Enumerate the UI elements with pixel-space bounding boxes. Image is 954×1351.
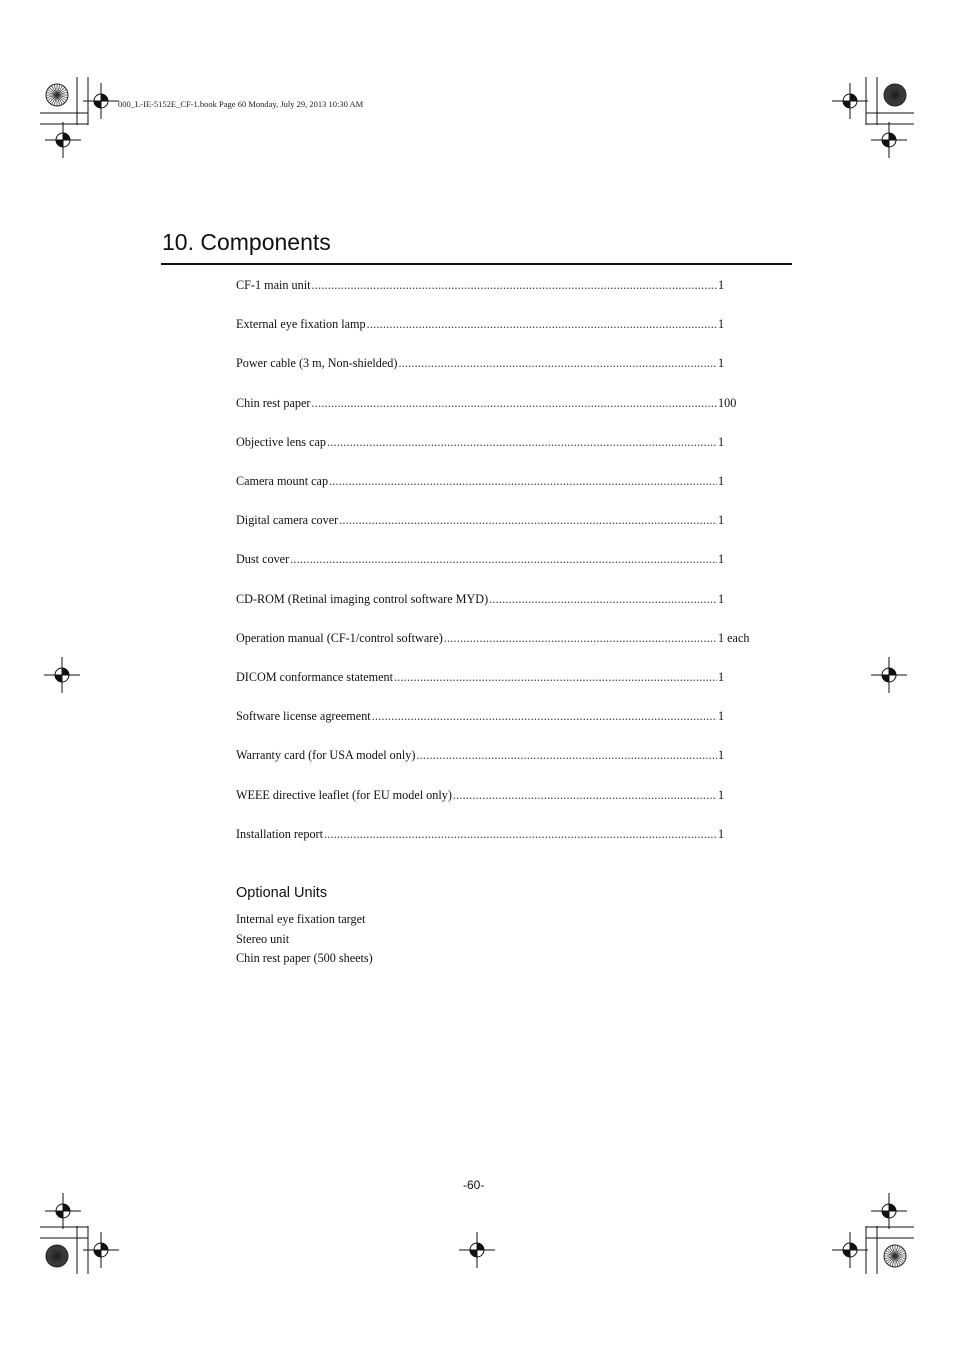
dot-leader — [324, 827, 717, 843]
component-name: Power cable (3 m, Non-shielded) — [236, 356, 398, 371]
component-row — [236, 278, 725, 296]
dot-leader — [329, 474, 717, 490]
registration-mark-icon — [871, 122, 907, 158]
color-target-icon — [884, 1245, 906, 1267]
component-quantity: 1 — [718, 826, 725, 841]
dot-leader — [372, 709, 717, 725]
component-name: Objective lens cap — [236, 434, 327, 449]
optional-unit-item: Internal eye fixation target — [236, 912, 366, 926]
registration-mark-icon — [832, 1232, 868, 1268]
component-name: Software license agreement — [236, 709, 371, 724]
registration-mark-icon — [832, 83, 868, 119]
component-quantity: 1 each — [718, 630, 750, 645]
component-quantity: 1 — [718, 278, 725, 292]
dot-leader — [339, 513, 717, 529]
dot-leader — [327, 435, 717, 451]
component-row — [236, 513, 725, 531]
registration-mark-icon — [871, 1193, 907, 1229]
component-quantity: 1 — [718, 356, 725, 371]
component-name: CD-ROM (Retinal imaging control software MYD) — [236, 591, 489, 606]
component-row — [236, 552, 725, 570]
component-row — [236, 826, 725, 845]
color-target-icon — [46, 1245, 68, 1267]
component-row — [236, 395, 737, 414]
component-row — [236, 474, 725, 492]
component-name: CF-1 main unit — [236, 278, 311, 292]
dot-leader — [416, 748, 717, 764]
optional-units-heading: Optional Units — [236, 885, 328, 901]
component-name: Dust cover — [236, 552, 290, 567]
dot-leader — [367, 317, 717, 333]
dot-leader — [453, 788, 717, 804]
component-name: WEEE directive leaflet (for EU model only) — [236, 787, 452, 802]
component-row — [236, 356, 725, 374]
dot-leader — [394, 670, 717, 686]
registration-mark-icon — [45, 122, 81, 158]
dot-leader — [311, 278, 717, 294]
color-target-icon — [46, 84, 68, 106]
component-row — [236, 670, 725, 688]
dot-leader — [311, 396, 717, 412]
component-quantity: 1 — [718, 317, 725, 332]
component-quantity: 1 — [718, 709, 725, 724]
registration-mark-icon — [871, 657, 907, 693]
optional-units-list — [236, 910, 373, 969]
component-row — [236, 748, 725, 766]
print-header-meta: 000_L-IE-5152E_CF-1.book Page 60 Monday, July 29, 2013 10:30 AM — [118, 99, 364, 109]
page-title: 10. Components — [162, 229, 331, 255]
title-rule — [161, 263, 792, 265]
registration-mark-icon — [45, 1193, 81, 1229]
component-row — [236, 630, 750, 649]
component-name: Digital camera cover — [236, 513, 339, 528]
component-name: Chin rest paper — [236, 395, 311, 410]
component-quantity: 1 — [718, 748, 725, 763]
registration-mark-icon — [459, 1232, 495, 1268]
component-quantity: 1 — [718, 670, 725, 684]
component-row — [236, 434, 725, 453]
optional-unit-item: Stereo unit — [236, 931, 290, 946]
component-row — [236, 709, 725, 727]
component-name: DICOM conformance statement — [236, 670, 394, 684]
dot-leader — [444, 631, 717, 647]
component-quantity: 1 — [718, 474, 725, 488]
registration-mark-icon — [44, 657, 80, 693]
component-quantity: 1 — [718, 591, 725, 606]
color-target-icon — [884, 84, 906, 106]
page-number: -60- — [463, 1178, 485, 1192]
dot-leader — [290, 552, 717, 568]
component-name: Operation manual (CF-1/control software) — [236, 630, 443, 645]
component-name: Installation report — [236, 826, 323, 841]
component-quantity: 1 — [718, 513, 725, 528]
component-quantity: 1 — [718, 787, 725, 802]
component-name: External eye fixation lamp — [236, 317, 366, 332]
component-quantity: 1 — [718, 552, 725, 567]
dot-leader — [398, 356, 717, 372]
dot-leader — [489, 592, 717, 608]
component-row — [236, 787, 725, 806]
component-row — [236, 591, 725, 610]
component-row — [236, 317, 725, 335]
component-name: Camera mount cap — [236, 474, 329, 488]
component-quantity: 100 — [718, 395, 737, 410]
component-name: Warranty card (for USA model only) — [236, 748, 416, 763]
optional-unit-item: Chin rest paper (500 sheets) — [236, 951, 373, 965]
component-quantity: 1 — [718, 434, 725, 449]
